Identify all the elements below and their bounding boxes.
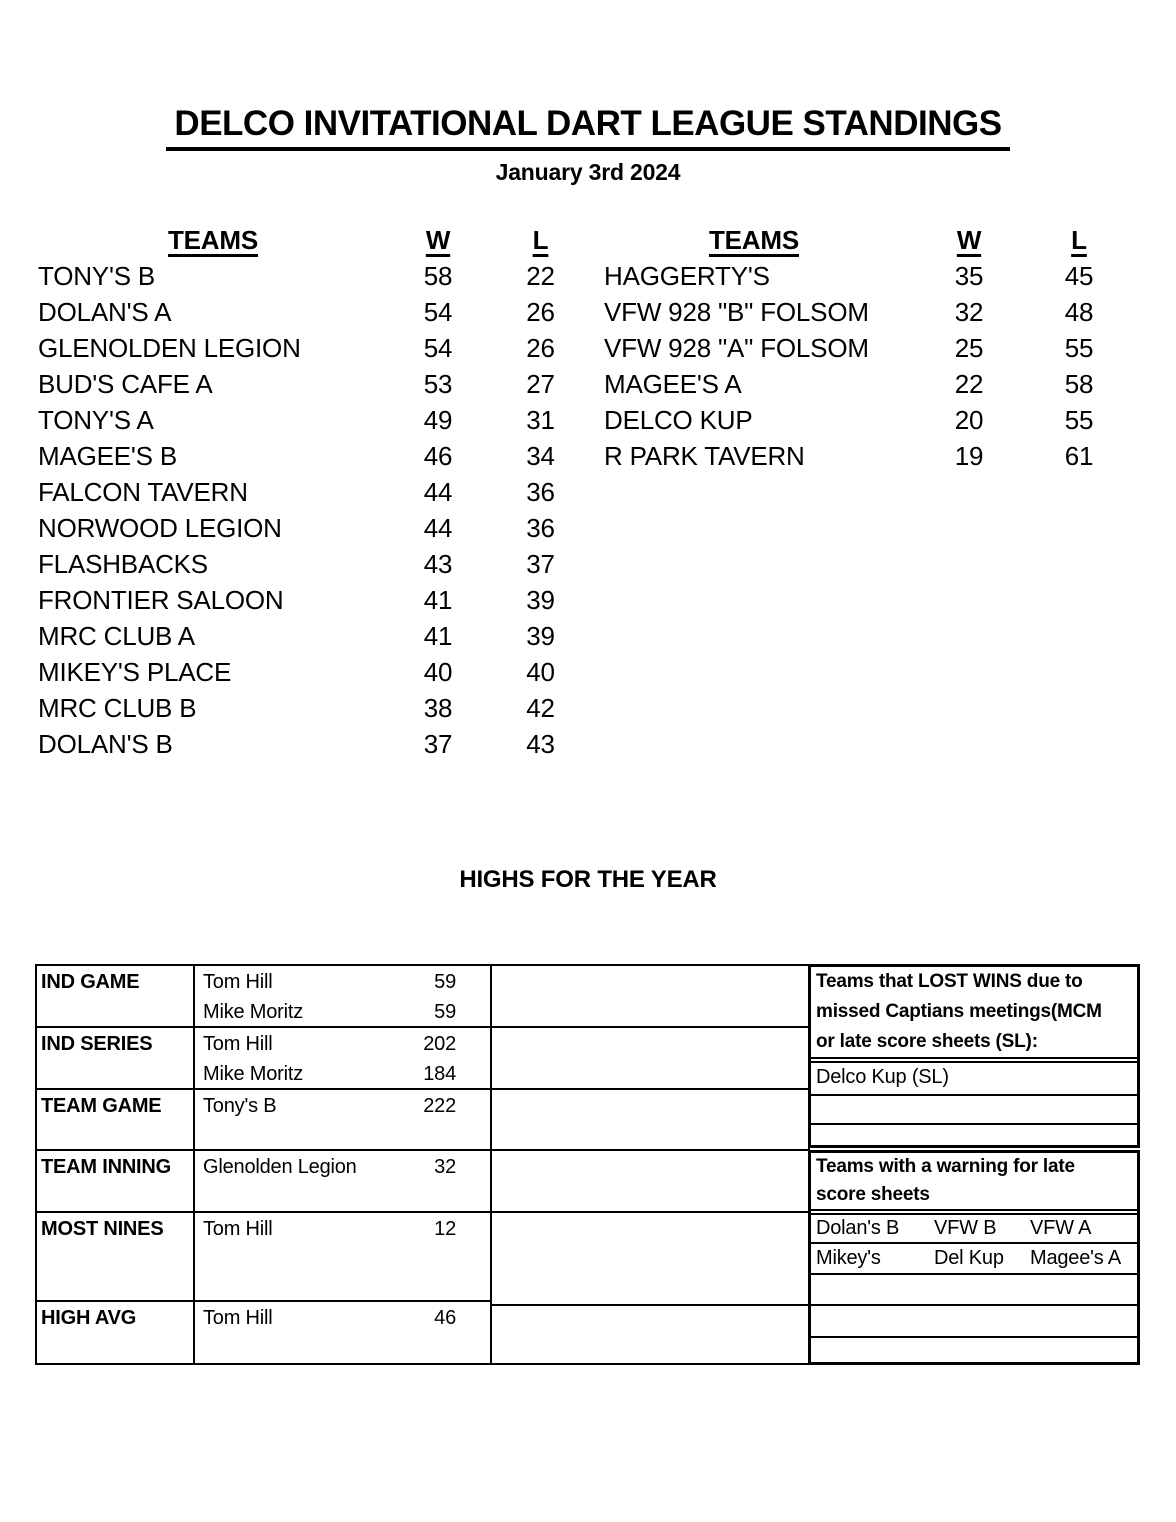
team-name: BUD'S CAFE A: [38, 369, 213, 399]
highs-record-cell: [195, 1302, 490, 1363]
lost-wins-box: [808, 964, 1140, 1148]
standings-row: [604, 402, 1124, 438]
warning-team-cell: [1030, 1306, 1137, 1336]
lost-wins-header-line: or late score sheets (SL):: [816, 1031, 1038, 1052]
team-wins: 41: [423, 585, 453, 615]
standings-row: [38, 330, 593, 366]
warning-team-cell: [934, 1306, 1030, 1336]
record-value: 12: [434, 1218, 456, 1240]
highs-record-line: [195, 997, 490, 1027]
team-losses: 34: [526, 441, 555, 471]
record-holder-name: [195, 1244, 203, 1274]
team-losses: 40: [526, 657, 555, 687]
highs-record-cell: [195, 1213, 490, 1300]
standings-rows-left: [38, 258, 593, 762]
warning-team-cell: Dolan's B: [816, 1217, 900, 1239]
standings-header-right: [604, 222, 1124, 258]
highs-record-line: [195, 1091, 490, 1121]
warning-team-row: [811, 1273, 1137, 1304]
team-wins: 46: [423, 441, 453, 471]
record-value: 184: [423, 1063, 456, 1085]
team-name: NORWOOD LEGION: [38, 513, 282, 543]
team-wins: 44: [423, 477, 453, 507]
team-name: HAGGERTY'S: [604, 261, 770, 291]
highs-row: [37, 1088, 490, 1149]
record-value: [456, 1121, 490, 1151]
team-name: DOLAN'S B: [38, 729, 173, 759]
highs-rows: [37, 966, 490, 1363]
team-name: TONY'S A: [38, 405, 154, 435]
team-losses: 45: [1064, 261, 1094, 291]
highs-record-line: [195, 967, 490, 997]
team-losses: 43: [526, 729, 555, 759]
highs-record-line: [195, 1121, 490, 1151]
record-holder-name: Glenolden Legion: [203, 1156, 357, 1178]
team-losses: 39: [526, 585, 555, 615]
standings-row: [38, 258, 593, 294]
page-title: [0, 104, 1176, 151]
team-wins: 41: [423, 621, 453, 651]
record-holder-name: [195, 1121, 203, 1151]
record-value: [456, 1182, 490, 1212]
team-losses: 58: [1064, 369, 1094, 399]
team-wins: 20: [954, 405, 984, 435]
team-wins: 54: [423, 333, 453, 363]
lost-wins-header: [811, 967, 1137, 1059]
lost-wins-header-line: Teams that LOST WINS due to: [816, 971, 1083, 992]
highs-row: [37, 1300, 490, 1363]
empty-cell: [492, 1026, 808, 1088]
standings-row: [604, 330, 1124, 366]
record-value: 222: [423, 1095, 456, 1117]
warning-rows: [811, 1213, 1137, 1360]
wins-column-header: W: [425, 225, 451, 255]
highs-section-heading: HIGHS FOR THE YEAR: [459, 866, 717, 893]
team-name: FALCON TAVERN: [38, 477, 248, 507]
warning-team-cell: [934, 1338, 1030, 1360]
record-value: 46: [434, 1307, 456, 1329]
standings-row: [38, 654, 593, 690]
highs-record-cell: [195, 966, 490, 1027]
empty-cells-column: [490, 964, 810, 1365]
warning-team-cell: [816, 1338, 934, 1360]
warning-team-cell: [934, 1275, 1030, 1304]
highs-record-line: [195, 1059, 490, 1089]
team-name: MRC CLUB A: [38, 621, 195, 651]
record-holder-name: Mike Moritz: [203, 1063, 304, 1085]
record-holder-name: Tom Hill: [203, 1307, 273, 1329]
warning-team-row: [811, 1336, 1137, 1360]
team-wins: 54: [423, 297, 453, 327]
team-name: DELCO KUP: [604, 405, 753, 435]
highs-record-line: [195, 1303, 490, 1333]
warning-header-line: score sheets: [816, 1184, 930, 1205]
team-name: FRONTIER SALOON: [38, 585, 284, 615]
team-wins: 32: [954, 297, 984, 327]
record-value: [456, 1333, 490, 1363]
team-name: MAGEE'S A: [604, 369, 742, 399]
warning-team-cell: VFW B: [934, 1217, 997, 1239]
record-holder-name: Tom Hill: [203, 1033, 273, 1055]
record-value: 59: [434, 1001, 456, 1023]
standings-row: [38, 690, 593, 726]
highs-record-line: [195, 1244, 490, 1274]
record-holder-name: [195, 1333, 203, 1363]
lost-wins-team-row: [811, 1123, 1137, 1147]
lost-wins-team-row: Delco Kup (SL): [816, 1066, 949, 1088]
team-losses: 22: [526, 261, 555, 291]
record-value: 32: [434, 1156, 456, 1178]
teams-column-header: TEAMS: [708, 225, 799, 255]
team-wins: 25: [954, 333, 984, 363]
standings-row: [604, 294, 1124, 330]
highs-category-label: MOST NINES: [37, 1213, 195, 1300]
highs-record-line: [195, 1152, 490, 1182]
record-holder-name: Tony's B: [203, 1095, 277, 1117]
standings-table-left: [38, 222, 593, 762]
highs-record-line: [195, 1333, 490, 1363]
team-wins: 49: [423, 405, 453, 435]
record-value: [456, 1244, 490, 1274]
warning-team-cell: Magee's A: [1030, 1247, 1121, 1269]
lost-wins-rows: [811, 1061, 1137, 1147]
team-wins: 35: [954, 261, 984, 291]
empty-cell: [492, 1304, 808, 1363]
standings-rows-right: [604, 258, 1124, 474]
highs-category-label: IND GAME: [37, 966, 195, 1027]
team-wins: 43: [423, 549, 453, 579]
team-name: VFW 928 "B" FOLSOM: [604, 297, 869, 327]
record-value: 59: [434, 971, 456, 993]
warning-team-row: [811, 1242, 1137, 1273]
standings-row: [38, 438, 593, 474]
standings-row: [38, 474, 593, 510]
team-wins: 22: [954, 369, 984, 399]
team-name: GLENOLDEN LEGION: [38, 333, 301, 363]
date-subtitle: January 3rd 2024: [495, 159, 681, 185]
highs-row: [37, 1026, 490, 1088]
standings-row: [38, 582, 593, 618]
warning-team-cell: [1030, 1275, 1137, 1304]
empty-cell: [492, 1149, 808, 1211]
team-losses: 31: [526, 405, 555, 435]
team-name: FLASHBACKS: [38, 549, 208, 579]
warning-team-cell: Del Kup: [934, 1247, 1004, 1269]
record-holder-name: Tom Hill: [203, 1218, 273, 1240]
standings-row: [38, 726, 593, 762]
warning-header: [811, 1153, 1137, 1211]
warning-team-row: [811, 1215, 1137, 1242]
highs-category-label: TEAM GAME: [37, 1090, 195, 1151]
team-wins: 38: [423, 693, 453, 723]
warning-header-line: Teams with a warning for late: [816, 1156, 1075, 1177]
warning-team-cell: [1030, 1338, 1137, 1360]
page-title-text: DELCO INVITATIONAL DART LEAGUE STANDINGS: [166, 104, 1009, 151]
team-losses: 48: [1064, 297, 1094, 327]
wins-column-header: W: [956, 225, 982, 255]
empty-cell: [492, 966, 808, 1026]
warning-team-cell: VFW A: [1030, 1217, 1092, 1239]
team-losses: 61: [1064, 441, 1094, 471]
highs-record-line: [195, 1029, 490, 1059]
highs-record-cell: [195, 1151, 490, 1212]
team-losses: 36: [526, 513, 555, 543]
lost-wins-team-row: [811, 1094, 1137, 1123]
highs-category-label: IND SERIES: [37, 1028, 195, 1089]
team-name: MAGEE'S B: [38, 441, 177, 471]
team-name: MRC CLUB B: [38, 693, 197, 723]
highs-table: [35, 964, 492, 1365]
team-wins: 58: [423, 261, 453, 291]
team-wins: 37: [423, 729, 453, 759]
highs-category-label: TEAM INNING: [37, 1151, 195, 1212]
highs-row: [37, 1211, 490, 1300]
warning-team-cell: [816, 1275, 934, 1304]
record-holder-name: Tom Hill: [203, 971, 273, 993]
standings-row: [38, 402, 593, 438]
highs-row: [37, 1149, 490, 1211]
standings-row: [38, 366, 593, 402]
team-losses: 26: [526, 333, 555, 363]
team-wins: 53: [423, 369, 453, 399]
warning-team-cell: [816, 1306, 934, 1336]
standings-row: [38, 510, 593, 546]
teams-column-header: TEAMS: [167, 225, 258, 255]
team-losses: 39: [526, 621, 555, 651]
team-losses: 42: [526, 693, 555, 723]
team-name: TONY'S B: [38, 261, 156, 291]
losses-column-header: L: [532, 225, 549, 255]
highs-record-line: [195, 1214, 490, 1244]
team-losses: 27: [526, 369, 555, 399]
standings-header-left: [38, 222, 593, 258]
lost-wins-header-line: missed Captians meetings(MCM: [816, 1001, 1102, 1022]
standings-row: [604, 366, 1124, 402]
warning-team-row: [811, 1304, 1137, 1336]
warning-box: [808, 1150, 1140, 1365]
team-name: DOLAN'S A: [38, 297, 172, 327]
team-wins: 44: [423, 513, 453, 543]
standings-row: [604, 258, 1124, 294]
highs-row: [37, 966, 490, 1026]
team-wins: 19: [954, 441, 984, 471]
losses-column-header: L: [1071, 225, 1087, 255]
team-losses: 26: [526, 297, 555, 327]
empty-cell: [492, 1088, 808, 1149]
record-holder-name: Mike Moritz: [203, 1001, 304, 1023]
team-name: VFW 928 "A" FOLSOM: [604, 333, 869, 363]
record-holder-name: [195, 1182, 203, 1212]
team-name: MIKEY'S PLACE: [38, 657, 232, 687]
standings-row: [38, 546, 593, 582]
team-losses: 55: [1064, 333, 1094, 363]
team-name: R PARK TAVERN: [604, 441, 805, 471]
standings-row: [38, 618, 593, 654]
team-losses: 55: [1064, 405, 1094, 435]
empty-cell: [492, 1211, 808, 1304]
standings-table-right: [604, 222, 1124, 474]
highs-record-line: [195, 1182, 490, 1212]
team-losses: 37: [526, 549, 555, 579]
highs-category-label: HIGH AVG: [37, 1302, 195, 1363]
record-value: 202: [423, 1033, 456, 1055]
team-wins: 40: [423, 657, 453, 687]
standings-row: [38, 294, 593, 330]
warning-team-cell: Mikey's: [816, 1247, 881, 1269]
team-losses: 36: [526, 477, 555, 507]
highs-record-cell: [195, 1090, 490, 1151]
standings-row: [604, 438, 1124, 474]
highs-record-cell: [195, 1028, 490, 1089]
